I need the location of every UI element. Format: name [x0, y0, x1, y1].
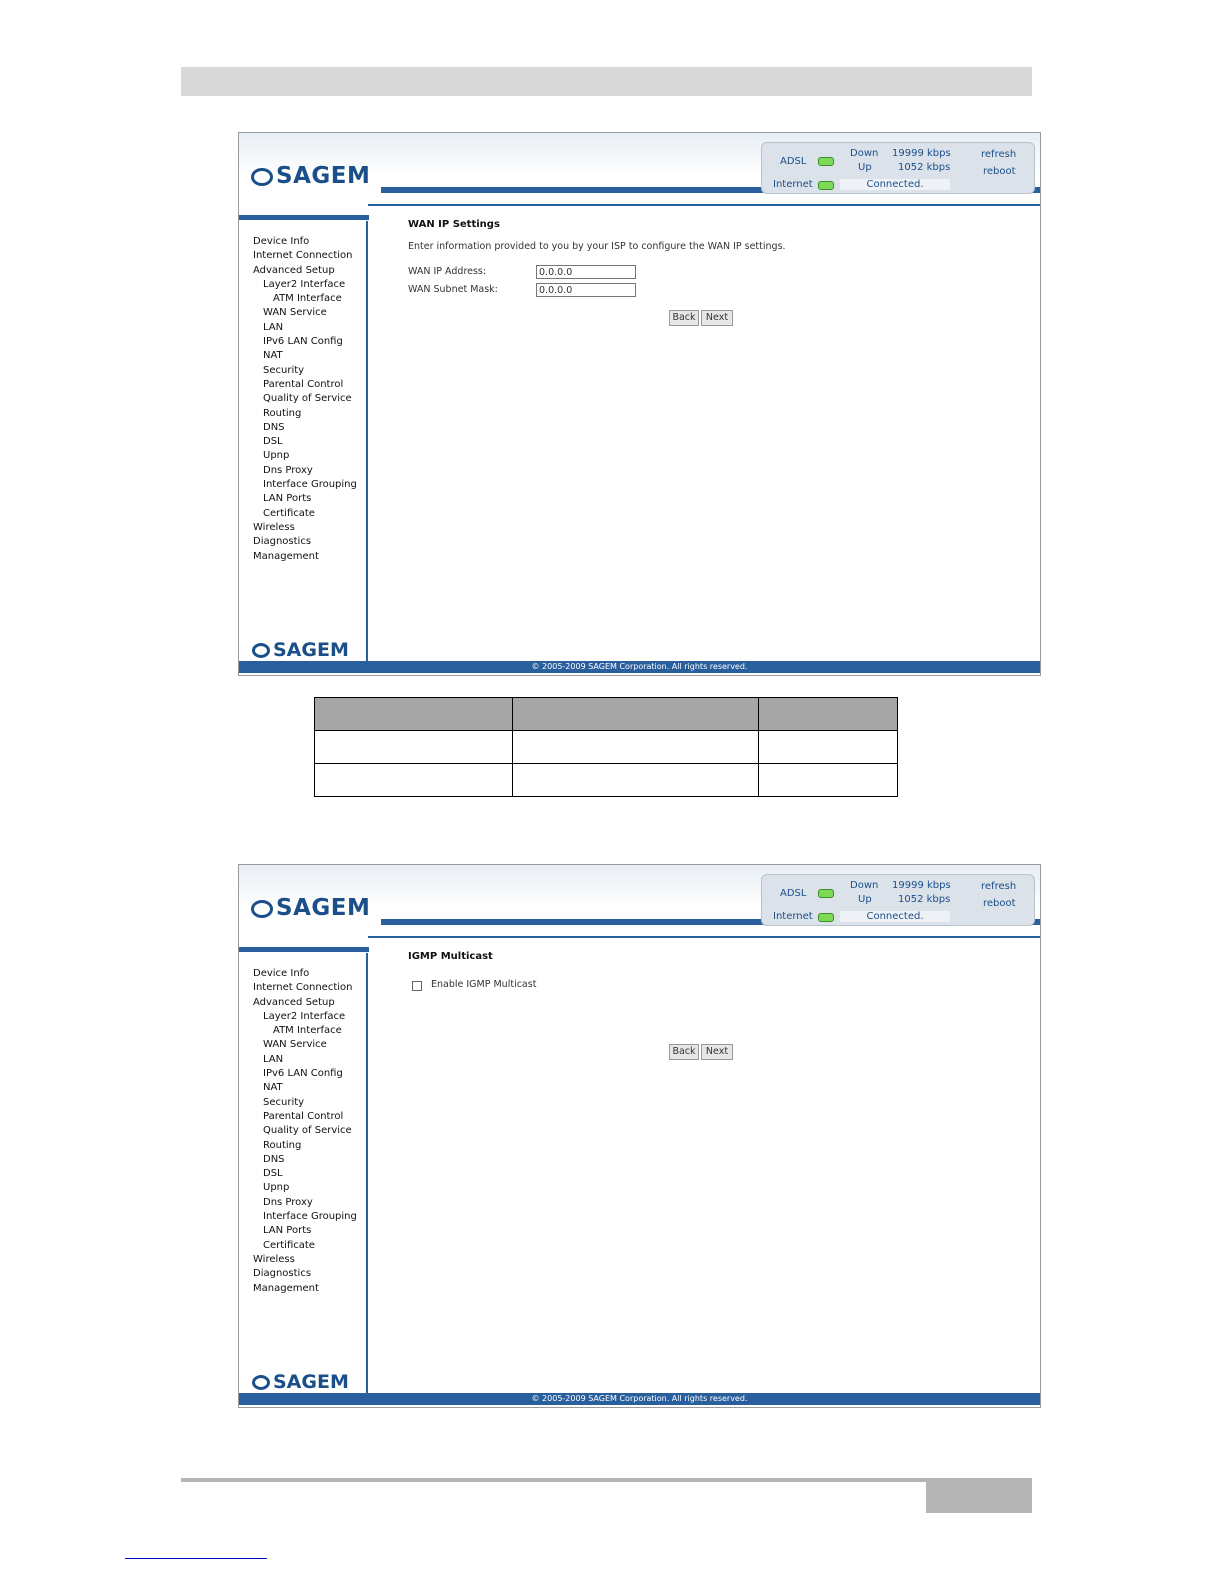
sidebar-item-advanced-setup[interactable]: Advanced Setup	[253, 996, 335, 1008]
internet-label: Internet	[773, 911, 813, 922]
down-label: Down	[850, 148, 879, 159]
copyright-footer: © 2005-2009 SAGEM Corporation. All rights reserved.	[239, 1393, 1040, 1405]
table-cell	[759, 731, 898, 764]
sidebar-item-management[interactable]: Management	[253, 550, 319, 562]
router-header	[239, 865, 1040, 937]
adsl-label: ADSL	[780, 156, 807, 167]
sidebar-item-lan-ports[interactable]: LAN Ports	[263, 1225, 312, 1237]
connection-status-panel	[761, 142, 1035, 194]
page-title: WAN IP Settings	[408, 219, 500, 230]
sidebar-item-dsl[interactable]: DSL	[263, 1168, 283, 1180]
table-header-cell	[315, 698, 513, 731]
reboot-button[interactable]: reboot	[983, 898, 1016, 909]
sidebar-item-atm-interface[interactable]: ATM Interface	[273, 293, 342, 305]
enable-igmp-checkbox[interactable]	[412, 981, 422, 991]
sidebar-item-dns[interactable]: DNS	[263, 1153, 285, 1165]
sidebar-item-diagnostics[interactable]: Diagnostics	[253, 536, 312, 548]
reboot-button[interactable]: reboot	[983, 166, 1016, 177]
adsl-led-icon	[818, 157, 834, 166]
sidebar-item-management[interactable]: Management	[253, 1282, 319, 1294]
back-button[interactable]: Back	[669, 1044, 699, 1060]
sidebar-item-certificate[interactable]: Certificate	[263, 507, 315, 519]
sidebar-item-routing[interactable]: Routing	[263, 1139, 302, 1151]
sagem-logo: SAGEM	[251, 163, 370, 189]
screenshot-wan-ip-settings	[238, 132, 1041, 676]
table-row	[315, 731, 898, 764]
sidebar-item-ipv6-lan-config[interactable]: IPv6 LAN Config	[263, 336, 343, 348]
page-title: IGMP Multicast	[408, 951, 493, 962]
connection-status: Connected.	[840, 179, 950, 190]
up-value: 1052 kbps	[898, 894, 951, 905]
table-cell	[315, 731, 513, 764]
sidebar-item-dsl[interactable]: DSL	[263, 436, 283, 448]
wan-mask-input[interactable]	[536, 283, 636, 297]
up-label: Up	[858, 894, 872, 905]
sidebar-item-device-info[interactable]: Device Info	[253, 968, 310, 979]
sagem-logo-icon	[252, 1375, 270, 1390]
sidebar-item-routing[interactable]: Routing	[263, 407, 302, 419]
sidebar-item-nat[interactable]: NAT	[263, 350, 283, 362]
connection-status: Connected.	[840, 911, 950, 922]
table-cell	[759, 764, 898, 797]
wan-mask-label: WAN Subnet Mask:	[408, 284, 498, 295]
sidebar-item-advanced-setup[interactable]: Advanced Setup	[253, 264, 335, 276]
sagem-logo-icon	[252, 643, 270, 658]
adsl-label: ADSL	[780, 888, 807, 899]
table-header-row	[315, 698, 898, 731]
table-cell	[315, 764, 513, 797]
main-top-rule	[368, 204, 1040, 206]
wan-ip-label: WAN IP Address:	[408, 266, 487, 277]
page-footer-rule	[181, 1478, 1032, 1482]
sidebar-item-wan-service[interactable]: WAN Service	[263, 307, 327, 319]
page-header-band	[181, 67, 1032, 96]
sidebar-top-rule	[239, 215, 369, 220]
wan-ip-input[interactable]	[536, 265, 636, 279]
refresh-button[interactable]: refresh	[981, 149, 1017, 160]
sidebar-item-wireless[interactable]: Wireless	[253, 1253, 295, 1265]
sidebar-item-dns[interactable]: DNS	[263, 421, 285, 433]
sidebar-item-dns-proxy[interactable]: Dns Proxy	[263, 464, 313, 476]
sidebar-item-internet-connection[interactable]: Internet Connection	[253, 250, 353, 262]
sidebar-item-quality-of-service[interactable]: Quality of Service	[263, 393, 352, 405]
sidebar-item-wan-service[interactable]: WAN Service	[263, 1039, 327, 1051]
table-cell	[513, 764, 759, 797]
up-value: 1052 kbps	[898, 162, 951, 173]
down-label: Down	[850, 880, 879, 891]
connection-status-panel	[761, 874, 1035, 926]
main-content	[369, 939, 1037, 1389]
table-row	[315, 764, 898, 797]
adsl-led-icon	[818, 889, 834, 898]
down-value: 19999 kbps	[892, 880, 951, 891]
sagem-logo-icon	[251, 900, 273, 918]
internet-led-icon	[818, 913, 834, 922]
sidebar-item-quality-of-service[interactable]: Quality of Service	[263, 1125, 352, 1137]
sidebar-item-ipv6-lan-config[interactable]: IPv6 LAN Config	[263, 1068, 343, 1080]
refresh-button[interactable]: refresh	[981, 881, 1017, 892]
sidebar-top-rule	[239, 947, 369, 952]
main-content	[369, 207, 1037, 657]
up-label: Up	[858, 162, 872, 173]
next-button[interactable]: Next	[701, 1044, 733, 1060]
sidebar-item-diagnostics[interactable]: Diagnostics	[253, 1268, 312, 1280]
sidebar-item-security[interactable]: Security	[263, 364, 305, 376]
sidebar-item-nat[interactable]: NAT	[263, 1082, 283, 1094]
page-number-box	[926, 1482, 1032, 1513]
sidebar-item-interface-grouping[interactable]: Interface Grouping	[263, 479, 357, 491]
back-button[interactable]: Back	[669, 310, 699, 326]
sidebar-item-device-info[interactable]: Device Info	[253, 236, 310, 247]
internet-led-icon	[818, 181, 834, 190]
sidebar-item-certificate[interactable]: Certificate	[263, 1239, 315, 1251]
sidebar-item-lan-ports[interactable]: LAN Ports	[263, 493, 312, 505]
sidebar-item-wireless[interactable]: Wireless	[253, 521, 295, 533]
sidebar-item-parental-control[interactable]: Parental Control	[263, 378, 344, 390]
sagem-logo: SAGEM	[251, 895, 370, 921]
sidebar-item-dns-proxy[interactable]: Dns Proxy	[263, 1196, 313, 1208]
sidebar	[242, 221, 368, 661]
page-description: Enter information provided to you by your ISP to configure the WAN IP settings.	[408, 241, 786, 252]
table-header-cell	[759, 698, 898, 731]
next-button[interactable]: Next	[701, 310, 733, 326]
sidebar-item-internet-connection[interactable]: Internet Connection	[253, 982, 353, 994]
sidebar-item-layer2-interface[interactable]: Layer2 Interface	[263, 1010, 346, 1022]
parameter-table	[314, 697, 898, 797]
sagem-logo-icon	[251, 168, 273, 186]
main-top-rule	[368, 936, 1040, 938]
footer-link-underline	[125, 1558, 267, 1559]
sidebar-item-lan[interactable]: LAN	[263, 321, 284, 333]
table-cell	[513, 731, 759, 764]
screenshot-igmp-multicast	[238, 864, 1041, 1408]
enable-igmp-label: Enable IGMP Multicast	[431, 979, 537, 990]
sidebar-menu	[253, 235, 357, 564]
router-header	[239, 133, 1040, 205]
sidebar-item-atm-interface[interactable]: ATM Interface	[273, 1025, 342, 1037]
sidebar-item-lan[interactable]: LAN	[263, 1053, 284, 1065]
internet-label: Internet	[773, 179, 813, 190]
sidebar	[242, 953, 368, 1393]
down-value: 19999 kbps	[892, 148, 951, 159]
sidebar-item-upnp[interactable]: Upnp	[263, 450, 290, 462]
sidebar-item-parental-control[interactable]: Parental Control	[263, 1110, 344, 1122]
sidebar-logo: SAGEM	[252, 1371, 349, 1393]
sidebar-item-layer2-interface[interactable]: Layer2 Interface	[263, 278, 346, 290]
copyright-footer: © 2005-2009 SAGEM Corporation. All rights reserved.	[239, 661, 1040, 673]
sidebar-logo: SAGEM	[252, 639, 349, 661]
sidebar-item-upnp[interactable]: Upnp	[263, 1182, 290, 1194]
sidebar-item-security[interactable]: Security	[263, 1096, 305, 1108]
sidebar-menu	[253, 967, 357, 1296]
table-header-cell	[513, 698, 759, 731]
sidebar-item-interface-grouping[interactable]: Interface Grouping	[263, 1211, 357, 1223]
